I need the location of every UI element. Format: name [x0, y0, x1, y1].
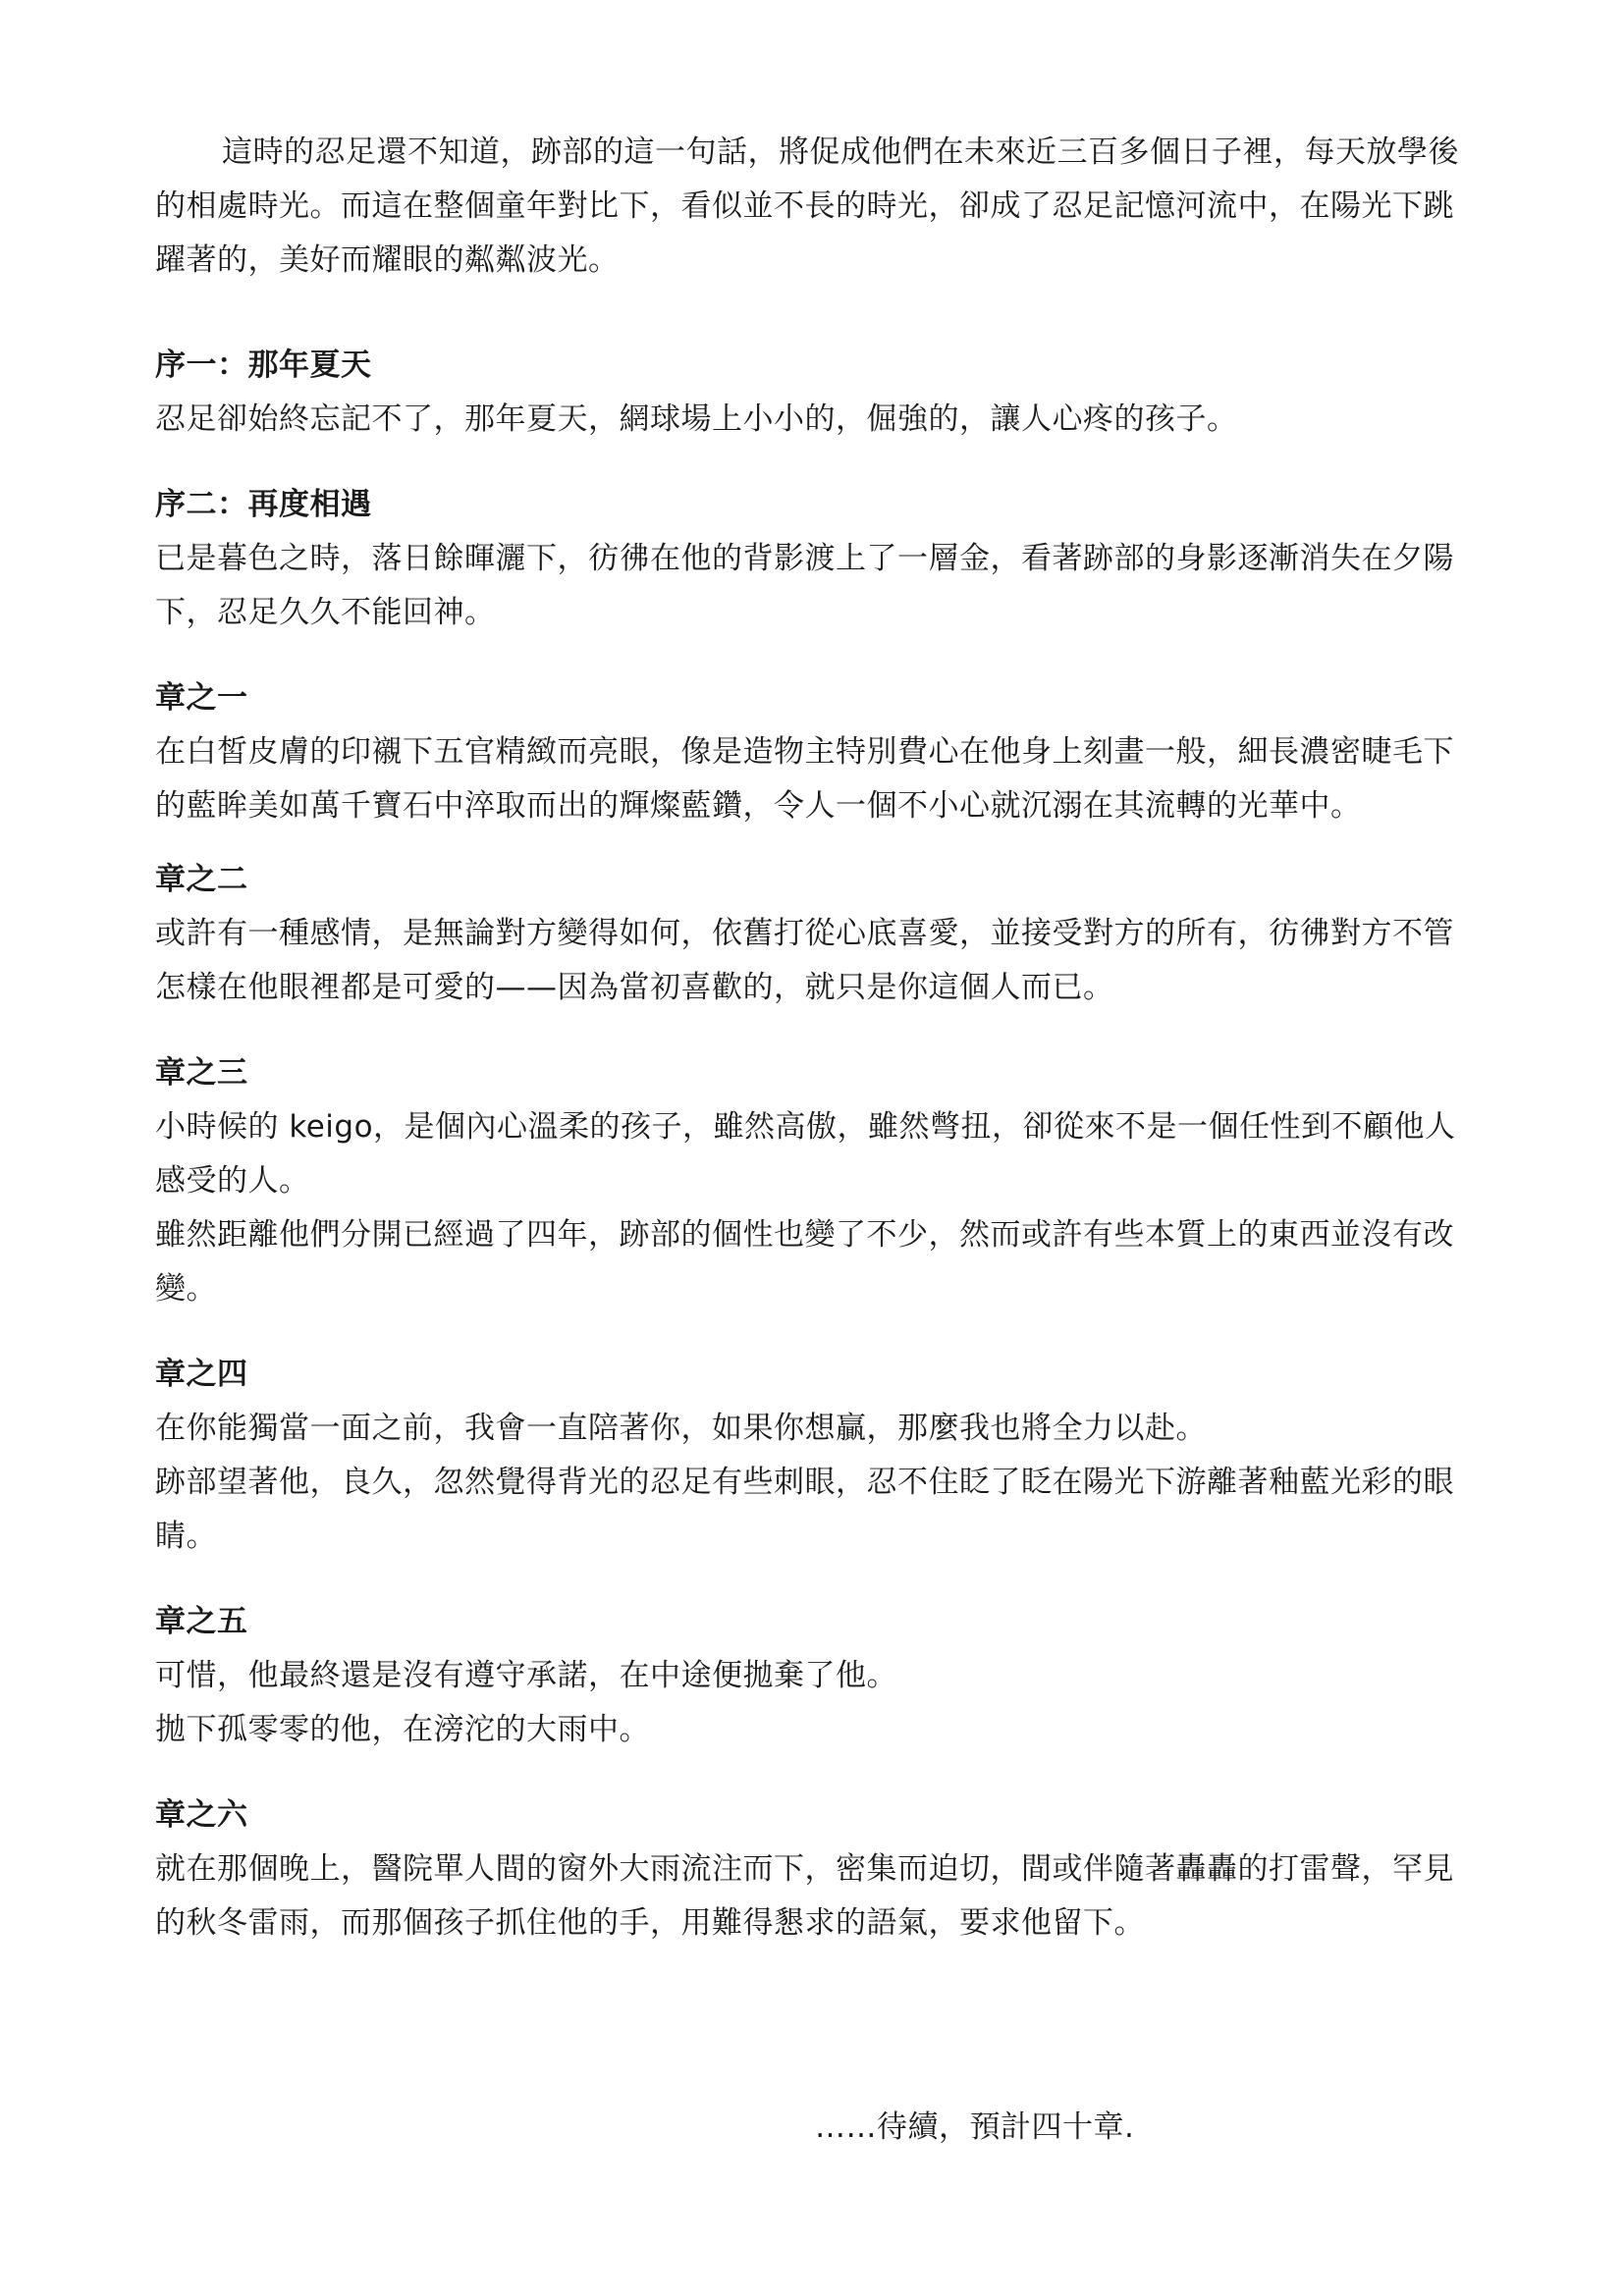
section-text: 小時候的 keigo，是個內心溫柔的孩子，雖然高傲，雖然彆扭，卻從來不是一個任性到不顧他人感受的人。: [155, 1109, 1456, 1199]
section-text: 在白皙皮膚的印襯下五官精緻而亮眼，像是造物主特別費心在他身上刻畫一般，細長濃密睫毛下的藍眸美如萬千寶石中淬取而出的輝燦藍鑽，令人一個不小心就沉溺在其流轉的光華中。: [155, 734, 1454, 824]
section-prologue-2: [155, 478, 1481, 640]
section-prologue-1: [155, 339, 1481, 447]
section-text: 可惜，他最終還是沒有遵守承諾，在中途便拋棄了他。: [155, 1658, 897, 1693]
section-text: 在你能獨當一面之前，我會一直陪著你，如果你想贏，那麼我也將全力以赴。: [155, 1411, 1207, 1446]
section-heading: 章之六: [155, 1797, 248, 1833]
section-text: 已是暮色之時，落日餘暉灑下，彷彿在他的背影渡上了一層金，看著跡部的身影逐漸消失在夕陽下，忍足久久不能回神。: [155, 541, 1454, 630]
intro-paragraph: 這時的忍足還不知道，跡部的這一句話，將促成他們在未來近三百多個日子裡，每天放學後的相處時光。而這在整個童年對比下，看似並不長的時光，卻成了忍足記憶河流中，在陽光下跳躍著的，美好而耀眼的粼粼波光。: [155, 134, 1459, 278]
section-text: 跡部望著他，良久，忽然覺得背光的忍足有些刺眼，忍不住眨了眨在陽光下游離著釉藍光彩的眼睛。: [155, 1465, 1454, 1554]
section-heading: 章之二: [155, 862, 248, 897]
section-chapter-1: [155, 671, 1481, 833]
section-chapter-5: [155, 1595, 1481, 1757]
section-text: 或許有一種感情，是無論對方變得如何，依舊打從心底喜愛，並接受對方的所有，彷彿對方不管怎樣在他眼裡都是可愛的——因為當初喜歡的，就只是你這個人而已。: [155, 916, 1454, 1005]
section-chapter-6: [155, 1789, 1481, 1950]
section-text: 就在那個晚上，醫院單人間的窗外大雨流注而下，密集而迫切，間或伴隨著轟轟的打雷聲，罕見的秋冬雷雨，而那個孩子抓住他的手，用難得懇求的語氣，要求他留下。: [155, 1851, 1454, 1941]
section-chapter-2: [155, 853, 1481, 1015]
section-chapter-3: [155, 1046, 1481, 1316]
section-chapter-4: [155, 1348, 1481, 1564]
section-heading: 序一：那年夏天: [155, 347, 372, 383]
section-text: 拋下孤零零的他，在滂沱的大雨中。: [155, 1712, 650, 1747]
section-heading: 章之五: [155, 1604, 248, 1639]
section-heading: 序二：再度相遇: [155, 487, 372, 522]
to-be-continued-note: ……待續，預計四十章.: [815, 2109, 1135, 2145]
section-heading: 章之四: [155, 1357, 248, 1392]
section-heading: 章之一: [155, 680, 248, 716]
section-text: 忍足卻始終忘記不了，那年夏天，網球場上小小的，倔強的，讓人心疼的孩子。: [155, 401, 1238, 437]
section-heading: 章之三: [155, 1055, 248, 1091]
section-text: 雖然距離他們分開已經過了四年，跡部的個性也變了不少，然而或許有些本質上的東西並沒有改變。: [155, 1217, 1454, 1307]
document-body: [155, 126, 1481, 1950]
